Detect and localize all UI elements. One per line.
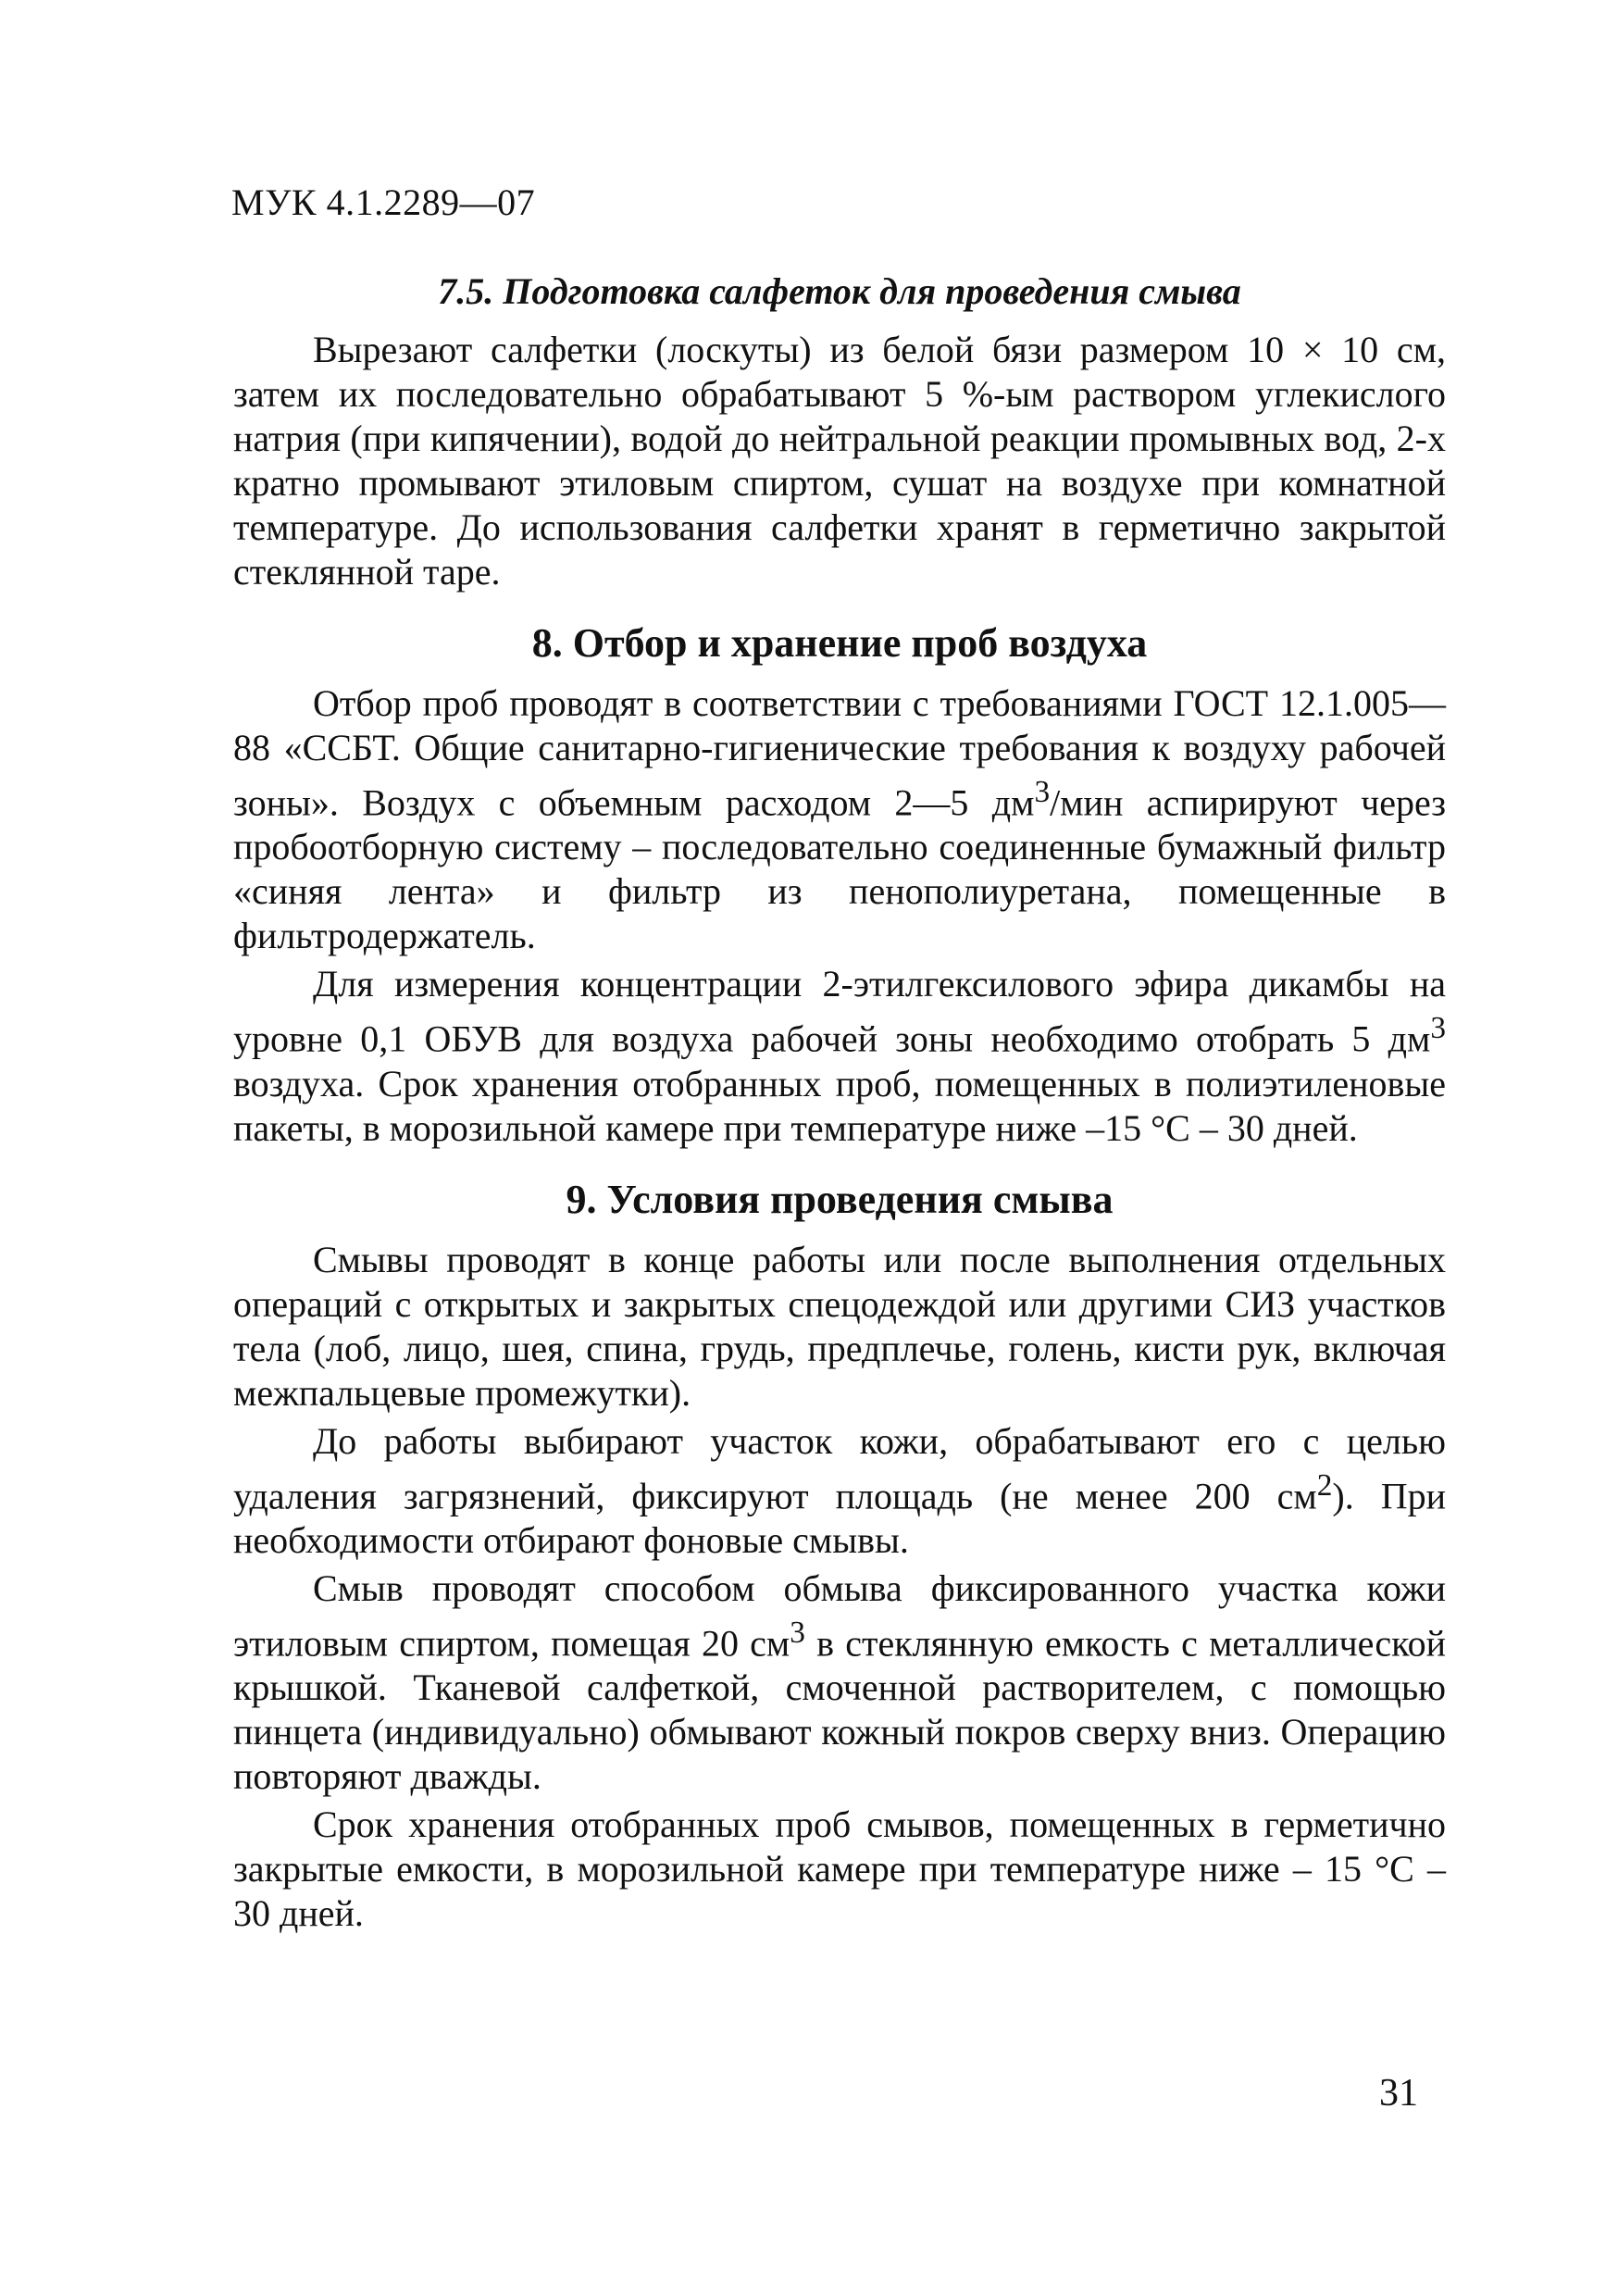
paragraph-8-2-text: Для измерения концентрации 2-этилгексилового эфира дикамбы на уровне 0,1 ОБУВ для воздуха рабочей зоны необходимо отобрать 5 дм bbox=[233, 963, 1446, 1060]
superscript-2: 2 bbox=[1316, 1467, 1333, 1503]
paragraph-8-2 bbox=[233, 962, 1446, 1150]
paragraph-9-1: Смывы проводят в конце работы или после выполнения отдельных операций с открытых и закрытых спецодеждой или другими СИЗ участков тела (лоб, лицо, шея, спина, грудь, предплечье, голень, кисти рук, включая межпальцевые промежутки). bbox=[233, 1238, 1446, 1414]
paragraph-8-1 bbox=[233, 681, 1446, 958]
paragraph-9-4: Срок хранения отобранных проб смывов, помещенных в герметично закрытые емкости, в морозильной камере при температуре ниже – 15 °С – 30 дней. bbox=[233, 1803, 1446, 1935]
paragraph-9-3-tail: в стеклянную емкость с металлической крышкой. Тканевой салфеткой, смоченной растворителем, с помощью пинцета (индивидуально) обмывают кожный покров сверху вниз. Операцию повторяют дважды. bbox=[233, 1622, 1446, 1798]
paragraph-9-2-tail: ). При необходимости отбирают фоновые смывы. bbox=[233, 1474, 1446, 1561]
page-number: 31 bbox=[1379, 2072, 1418, 2115]
paragraph-9-3 bbox=[233, 1566, 1446, 1799]
superscript-3: 3 bbox=[790, 1615, 805, 1650]
running-head: МУК 4.1.2289—07 bbox=[231, 181, 536, 223]
superscript-3: 3 bbox=[1430, 1011, 1446, 1046]
paragraph-8-2-tail: воздуха. Срок хранения отобранных проб, помещенных в полиэтиленовые пакеты, в морозильной камере при температуре ниже –15 °С – 30 дней. bbox=[233, 1062, 1446, 1149]
section-title-9: 9. Условия проведения смыва bbox=[566, 1176, 1114, 1222]
subsection-title-7-5: 7.5. Подготовка салфеток для проведения смыва bbox=[438, 270, 1241, 312]
paragraph-8-1-tail: /мин аспирируют через пробоотборную систему – последовательно соединенные бумажный фильтр «синяя лента» и фильтр из пенополиуретана, помещенные в фильтродержатель. bbox=[233, 781, 1447, 957]
paragraph-8-1-text: Отбор проб проводят в соответствии с требованиями ГОСТ 12.1.005—88 «ССБТ. Общие санитарно-гигиенические требования к воздуху рабочей зоны». Воздух с объемным расходом 2—5 дм bbox=[233, 682, 1446, 824]
section-title-8: 8. Отбор и хранение проб воздуха bbox=[531, 620, 1148, 666]
paragraph-9-2-text: До работы выбирают участок кожи, обрабатывают его с целью удаления загрязнений, фиксируют площадь (не менее 200 см bbox=[233, 1419, 1446, 1516]
paragraph-7-5-1: Вырезают салфетки (лоскуты) из белой бязи размером 10 × 10 см, затем их последовательно обрабатывают 5 %-ым раствором углекислого натрия (при кипячении), водой до нейтральной реакции промывных вод, 2-х кратно промывают этиловым спиртом, сушат на воздухе при комнатной температуре. До использования салфетки хранят в герметично закрытой стеклянной таре. bbox=[233, 329, 1446, 593]
superscript-3: 3 bbox=[1034, 775, 1051, 809]
body-text bbox=[233, 268, 1446, 1940]
paragraph-9-3-text: Смыв проводят способом обмыва фиксированного участка кожи этиловым спиртом, помещая 20 см bbox=[233, 1566, 1446, 1665]
paragraph-9-2 bbox=[233, 1419, 1446, 1563]
